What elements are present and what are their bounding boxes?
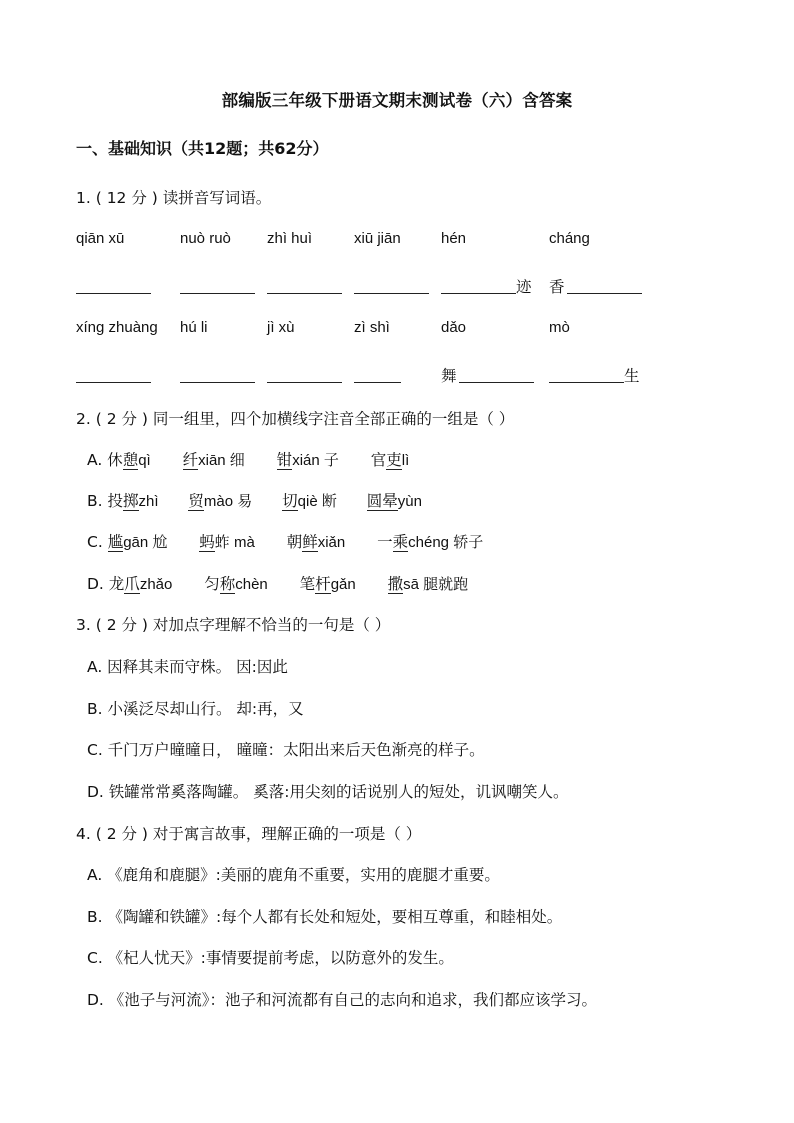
pinyin: zhì bbox=[138, 493, 159, 510]
word-char: 舞 bbox=[441, 367, 457, 385]
pinyin: lì bbox=[401, 452, 410, 469]
word-char: 香 bbox=[549, 278, 565, 296]
pinyin: yùn bbox=[397, 493, 422, 510]
underlined-char: 爪 bbox=[124, 575, 140, 593]
underlined-char: 贸 bbox=[188, 492, 204, 510]
question-2-stem: 2. ( 2 分 ) 同一组里，四个加横线字注音全部正确的一组是（ ） bbox=[76, 410, 515, 428]
option-char: 匀 bbox=[204, 575, 220, 593]
q3-option-a[interactable]: A. 因释其耒而守株。 因:因此 bbox=[87, 658, 288, 676]
underlined-char: 吏 bbox=[386, 451, 402, 469]
question-3-stem: 3. ( 2 分 ) 对加点字理解不恰当的一句是（ ） bbox=[76, 616, 391, 634]
q4-option-a[interactable]: A. 《鹿角和鹿腿》:美丽的鹿角不重要，实用的鹿腿才重要。 bbox=[87, 866, 500, 884]
pinyin-item: cháng bbox=[549, 230, 590, 247]
underlined-char: 乘 bbox=[392, 533, 409, 551]
q2-option-c[interactable] bbox=[87, 530, 483, 552]
pinyin-item: zhì huì bbox=[267, 230, 313, 247]
section-heading: 一、基础知识（共12题；共62分） bbox=[76, 139, 329, 158]
underlined-char: 杆 bbox=[315, 575, 331, 593]
pinyin-item: xíng zhuàng bbox=[76, 319, 158, 336]
option-label: D. 龙 bbox=[87, 575, 125, 593]
pinyin: chéng 轿子 bbox=[408, 534, 484, 551]
answer-blank[interactable] bbox=[180, 292, 255, 294]
pinyin-item: dǎo bbox=[441, 319, 467, 336]
answer-blank[interactable] bbox=[76, 292, 151, 294]
pinyin: sā 腿就跑 bbox=[403, 576, 469, 593]
answer-blank[interactable] bbox=[267, 292, 342, 294]
pinyin: qiè 断 bbox=[297, 493, 337, 510]
underlined-char: 撒 bbox=[387, 575, 404, 593]
pinyin: chèn bbox=[235, 576, 268, 593]
word-char: 生 bbox=[624, 367, 640, 385]
pinyin-item: xiū jiān bbox=[354, 230, 401, 247]
answer-blank[interactable] bbox=[549, 381, 624, 383]
q3-option-c[interactable]: C. 千门万户曈曈日， 曈曈：太阳出来后天色渐亮的样子。 bbox=[87, 741, 485, 759]
option-char: 朝 bbox=[286, 533, 303, 551]
underlined-char: 圆晕 bbox=[366, 492, 398, 510]
word-char: 迹 bbox=[516, 278, 532, 296]
q2-option-b[interactable] bbox=[87, 489, 422, 511]
q2-option-d[interactable] bbox=[87, 572, 468, 594]
underlined-char: 蚂 bbox=[199, 533, 215, 551]
underlined-char: 称 bbox=[219, 575, 236, 593]
q4-option-c[interactable]: C. 《杞人忧天》:事情要提前考虑，以防意外的发生。 bbox=[87, 949, 454, 967]
pinyin: qì bbox=[138, 452, 151, 469]
answer-blank[interactable] bbox=[567, 292, 642, 294]
page-title: 部编版三年级下册语文期末测试卷（六）含答案 bbox=[221, 91, 573, 110]
pinyin-item: hén bbox=[441, 230, 467, 247]
option-char: 官 bbox=[370, 451, 387, 469]
pinyin-item: nuò ruò bbox=[180, 230, 231, 247]
option-char: 一 bbox=[377, 533, 393, 551]
underlined-char: 纤 bbox=[182, 451, 199, 469]
pinyin-item: jì xù bbox=[267, 319, 295, 336]
pinyin: xiǎn bbox=[317, 534, 346, 551]
q2-option-a[interactable] bbox=[87, 448, 409, 470]
pinyin-item: qiān xū bbox=[76, 230, 125, 247]
q3-option-b[interactable]: B. 小溪泛尽却山行。 却:再，又 bbox=[87, 700, 304, 718]
option-label: A. 休 bbox=[87, 451, 123, 469]
q3-option-d[interactable]: D. 铁罐常常奚落陶罐。 奚落:用尖刻的话说别人的短处，讥讽嘲笑人。 bbox=[87, 783, 569, 801]
answer-blank[interactable] bbox=[354, 381, 401, 383]
underlined-char: 掷 bbox=[123, 492, 139, 510]
question-4-stem: 4. ( 2 分 ) 对于寓言故事，理解正确的一项是（ ） bbox=[76, 825, 422, 843]
pinyin: zhǎo bbox=[139, 576, 173, 593]
underlined-char: 鲜 bbox=[302, 533, 318, 551]
answer-blank[interactable] bbox=[441, 292, 516, 294]
option-label: C. bbox=[87, 533, 108, 551]
pinyin: xián 子 bbox=[292, 452, 339, 469]
answer-blank[interactable] bbox=[459, 381, 534, 383]
pinyin: 蚱 mà bbox=[214, 534, 255, 551]
answer-blank[interactable] bbox=[267, 381, 342, 383]
option-label: B. 投 bbox=[87, 492, 123, 510]
pinyin: gān 尬 bbox=[123, 534, 168, 551]
answer-blank[interactable] bbox=[180, 381, 255, 383]
underlined-char: 尴 bbox=[107, 533, 124, 551]
pinyin: gǎn bbox=[330, 576, 356, 593]
underlined-char: 憩 bbox=[122, 451, 139, 469]
q4-option-d[interactable]: D. 《池子与河流》：池子和河流都有自己的志向和追求，我们都应该学习。 bbox=[87, 991, 598, 1009]
q4-option-b[interactable]: B. 《陶罐和铁罐》:每个人都有长处和短处，要相互尊重，和睦相处。 bbox=[87, 908, 563, 926]
pinyin: xiān 细 bbox=[198, 452, 245, 469]
option-char: 笔 bbox=[299, 575, 316, 593]
answer-blank[interactable] bbox=[76, 381, 151, 383]
underlined-char: 切 bbox=[282, 492, 298, 510]
pinyin-item: zì shì bbox=[354, 319, 390, 336]
underlined-char: 钳 bbox=[276, 451, 293, 469]
question-1-stem: 1. ( 12 分 ) 读拼音写词语。 bbox=[76, 189, 272, 207]
pinyin: mào 易 bbox=[203, 493, 253, 510]
pinyin-item: hú li bbox=[180, 319, 208, 336]
pinyin-item: mò bbox=[549, 319, 570, 336]
answer-blank[interactable] bbox=[354, 292, 429, 294]
